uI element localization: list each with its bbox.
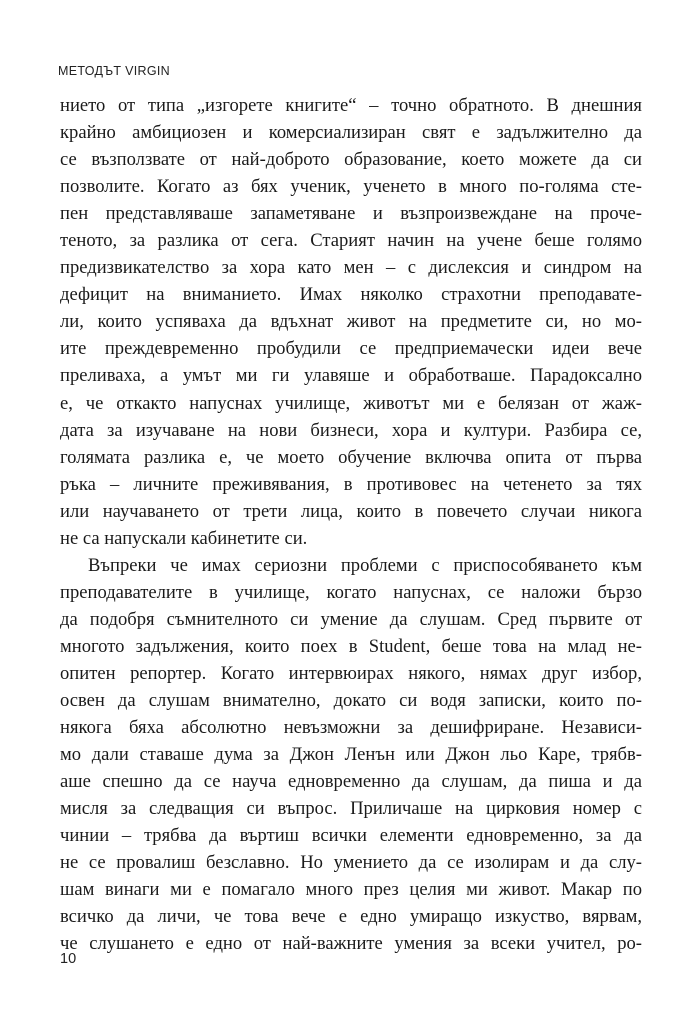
text-line: голямата разлика е, че моето обучение включва опита от първа bbox=[60, 446, 642, 468]
text-line: многото задължения, които поех в Student, беше това на млад не- bbox=[60, 635, 642, 657]
text-line: дата за изучаване на нови бизнеси, хора и култури. Разбира се, bbox=[60, 419, 642, 441]
text-line: крайно амбициозен и комерсиализиран свят е задължително да bbox=[60, 122, 642, 144]
text-line: да подобря съмнителното си умение да слушам. Сред първите от bbox=[60, 608, 642, 630]
text-line: не се провалиш безславно. Но умението да се изолирам и да слу- bbox=[60, 852, 642, 874]
text-line: позволите. Когато аз бях ученик, ученето в много по-голяма сте- bbox=[60, 176, 642, 198]
text-line: нието от типа „изгорете книгите“ – точно обратното. В днешния bbox=[60, 95, 642, 116]
text-line: не са напускали кабинетите си. bbox=[60, 527, 308, 549]
text-line: дефицит на вниманието. Имах няколко страхотни преподавате- bbox=[60, 284, 642, 306]
text-line: някога бяха абсолютно невъзможни за дешифриране. Независи- bbox=[60, 717, 642, 739]
text-line: мо дали ставаше дума за Джон Ленън или Джон льо Каре, трябв- bbox=[60, 744, 642, 766]
text-line: че слушането е едно от най-важните умения за всеки учител, ро- bbox=[60, 933, 642, 955]
text-line: шам винаги ми е помагало много през целия ми живот. Макар по bbox=[60, 879, 642, 901]
text-line: преподавателите в училище, когато напуснах, се наложи бързо bbox=[60, 581, 642, 603]
body-text bbox=[60, 92, 642, 958]
paragraph bbox=[60, 552, 642, 958]
text-line: се възползвате от най-доброто образование, което можете да си bbox=[60, 149, 642, 171]
text-line: теното, за разлика от сега. Старият начин на учене беше голямо bbox=[60, 230, 642, 252]
text-line: предизвикателство за хора като мен – с дислексия и синдром на bbox=[60, 257, 642, 279]
text-line: ръка – личните преживявания, в противовес на четенето за тях bbox=[60, 473, 642, 495]
page-number: 10 bbox=[60, 951, 77, 967]
text-line: или научаването от трети лица, които в повечето случаи никога bbox=[60, 500, 642, 522]
text-line: освен да слушам внимателно, докато си водя записки, които по- bbox=[60, 690, 642, 712]
text-line: ите преждевременно пробудили се предприемачески идеи вече bbox=[60, 338, 642, 360]
text-line: Въпреки че имах сериозни проблеми с приспособяването към bbox=[88, 554, 642, 576]
running-head: МЕТОДЪТ VIRGIN bbox=[58, 64, 171, 78]
paragraph bbox=[60, 92, 642, 552]
text-line: всичко да личи, че това вече е едно умиращо изкуство, вярвам, bbox=[60, 906, 642, 928]
text-line: пен представляваше запаметяване и възпроизвеждане на прочe- bbox=[60, 203, 642, 225]
text-line: е, че откакто напуснах училище, животът ми е белязан от жаж- bbox=[60, 392, 642, 414]
text-line: опитен репортер. Когато интервюирах някого, нямах друг избор, bbox=[60, 662, 642, 684]
text-line: чинии – трябва да въртиш всички елементи едновременно, за да bbox=[60, 825, 642, 847]
text-line: мисля за следващия си въпрос. Приличаше на цирковия номер с bbox=[60, 798, 642, 820]
text-line: ли, които успяваха да вдъхнат живот на предметите си, но мо- bbox=[60, 311, 642, 333]
text-line: аше спешно да се науча едновременно да слушам, да пиша и да bbox=[60, 771, 642, 793]
text-line: преливаха, а умът ми ги улавяше и обработваше. Парадоксално bbox=[60, 365, 642, 387]
